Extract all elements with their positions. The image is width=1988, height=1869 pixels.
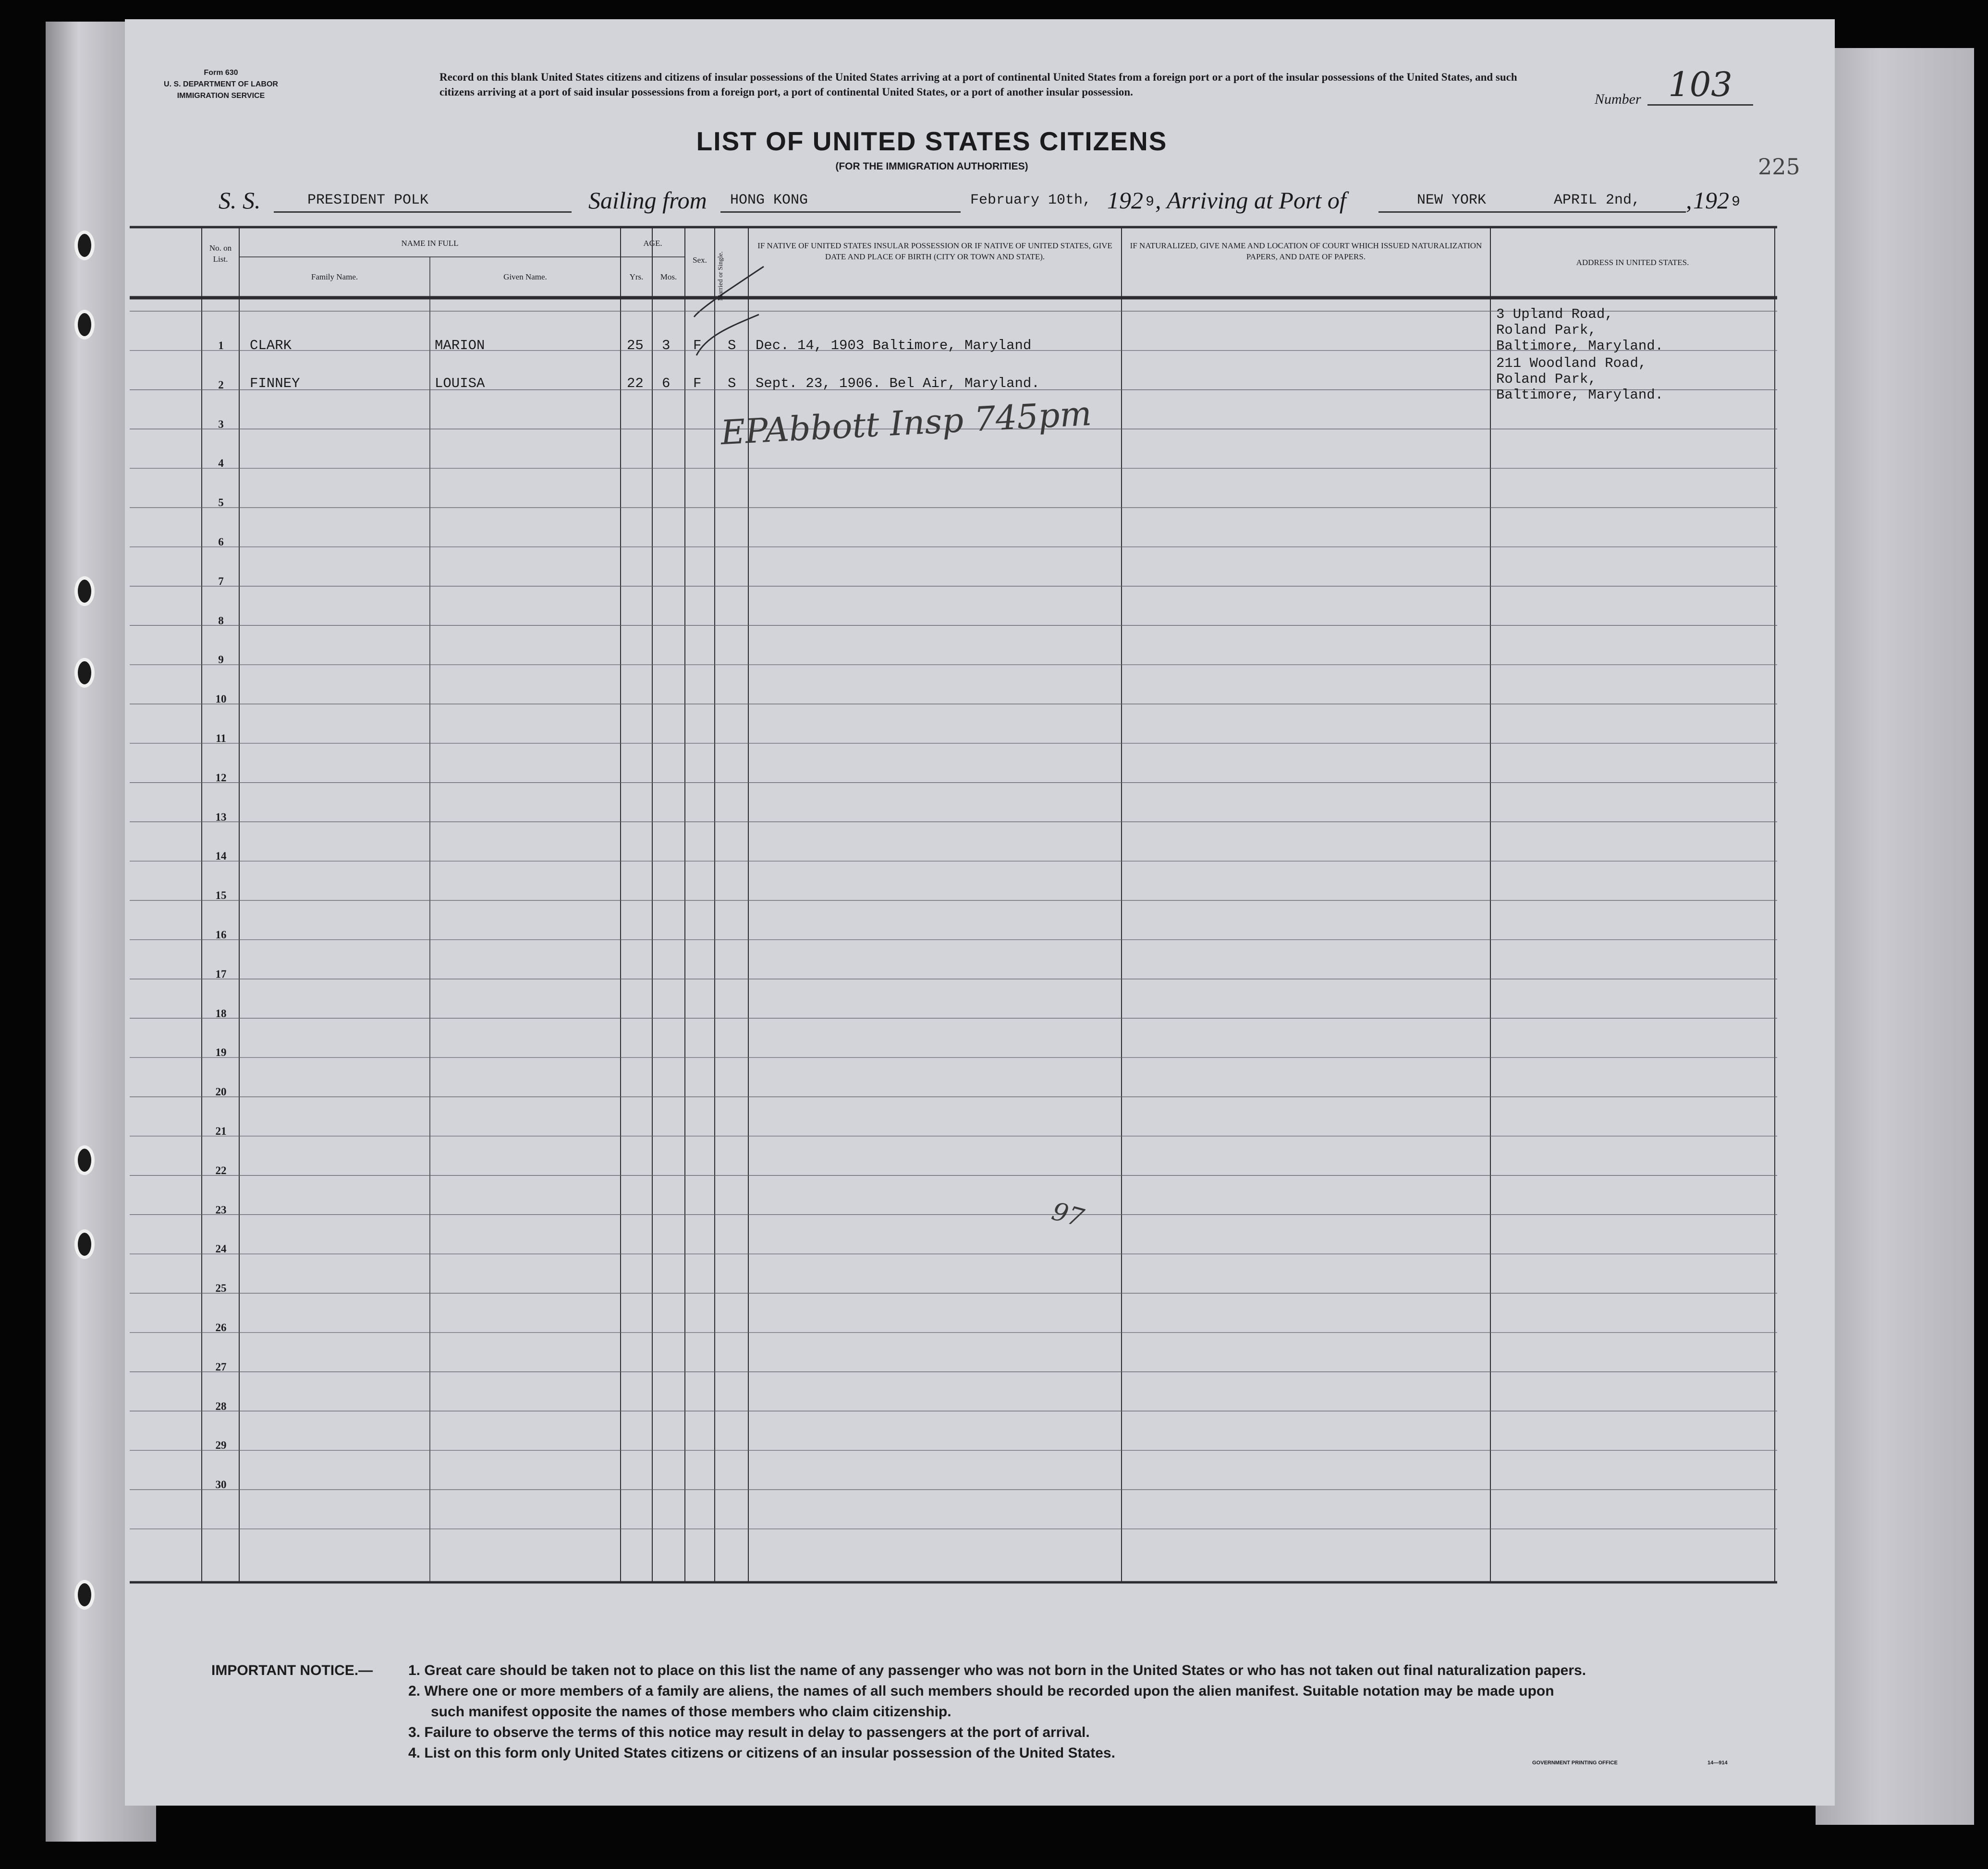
row-number: 23 <box>215 1203 227 1216</box>
address-line: Roland Park, <box>1496 322 1597 338</box>
row-number: 25 <box>215 1282 227 1295</box>
binding-hole <box>74 1229 95 1259</box>
passenger-2-family-name: FINNEY <box>250 376 300 391</box>
list-number: 103 <box>1647 65 1753 106</box>
page-subtitle: (FOR THE IMMIGRATION AUTHORITIES) <box>835 161 1028 172</box>
notice-item-3: 3. Failure to observe the terms of this notice may result in delay to passengers at the port of arrival. <box>408 1724 1090 1740</box>
address-line: 211 Woodland Road, <box>1496 355 1647 371</box>
row-number: 19 <box>215 1046 227 1059</box>
binding-hole <box>74 658 95 688</box>
row-number: 30 <box>215 1479 227 1491</box>
passenger-1-birth: Dec. 14, 1903 Baltimore, Maryland <box>756 338 1032 353</box>
address-line: Baltimore, Maryland. <box>1496 338 1664 354</box>
form-identifier <box>144 67 298 102</box>
arrival-port: NEW YORK <box>1378 186 1686 213</box>
col-header-family-name: Family Name. <box>311 272 358 281</box>
passenger-1-address <box>1496 306 1663 354</box>
col-header-naturalization: IF NATURALIZED, GIVE NAME AND LOCATION OF COURT WHICH ISSUED NATURALIZATION PAPERS, AND DATE OF PAPERS. <box>1130 241 1482 261</box>
sailing-year-digit: 9 <box>1146 194 1155 210</box>
row-number: 27 <box>215 1360 227 1373</box>
form-number: Form 630 <box>204 69 238 77</box>
col-header-given-name: Given Name. <box>503 272 547 281</box>
row-number: 1 <box>218 340 224 352</box>
row-number: 29 <box>215 1439 227 1452</box>
notice-item-2-continued: such manifest opposite the names of those members who claim citizenship. <box>431 1704 951 1720</box>
row-number: 12 <box>215 771 227 784</box>
row-number: 24 <box>215 1243 227 1255</box>
binding-hole <box>74 1145 95 1175</box>
form-instructions: Record on this blank United States citizens and citizens of insular possessions of the United States arriving at a port of continental United States from a foreign port or a port of the insular possessions of the United States, and such citizens arriving at a port of said insular possessions from a foreign port, a port of continental United States, or a port of another insular possession. <box>439 71 1517 98</box>
col-header-sex: Sex. <box>693 255 707 265</box>
passenger-1-given-name: MARION <box>435 338 485 353</box>
row-number: 16 <box>215 929 227 941</box>
binding-hole <box>74 576 95 606</box>
col-header-birth: IF NATIVE OF UNITED STATES INSULAR POSSESSION OR IF NATIVE OF UNITED STATES, GIVE DATE AND PLACE OF BIRTH (CITY OR TOWN AND STATE). <box>757 241 1112 261</box>
col-header-married-single: Married or Single. <box>717 251 724 301</box>
passenger-1-marital-status: S <box>728 338 736 353</box>
arrival-year-digit: 9 <box>1732 194 1741 210</box>
row-number: 26 <box>215 1322 227 1334</box>
address-line: Baltimore, Maryland. <box>1496 387 1664 403</box>
department-name: U. S. DEPARTMENT OF LABOR <box>164 80 278 88</box>
binding-hole <box>74 231 95 260</box>
sailing-date: February 10th, <box>970 192 1092 208</box>
page-title: LIST OF UNITED STATES CITIZENS <box>696 126 1168 156</box>
binding-hole <box>74 1580 95 1610</box>
row-number: 14 <box>215 850 227 862</box>
sailing-label: Sailing from <box>588 187 707 214</box>
row-number: 2 <box>218 378 224 391</box>
row-number: 22 <box>215 1164 227 1177</box>
passenger-2-address <box>1496 355 1663 403</box>
row-number: 28 <box>215 1400 227 1412</box>
ship-name: PRESIDENT POLK <box>274 186 572 213</box>
passenger-1-family-name: CLARK <box>250 338 292 353</box>
notice-item-1: 1. Great care should be taken not to place on this list the name of any passenger who was not born in the United States or who has not taken out final naturalization papers. <box>408 1663 1586 1678</box>
notice-item-4: 4. List on this form only United States citizens or citizens of an insular possession of the United States. <box>408 1745 1115 1761</box>
row-number: 18 <box>215 1007 227 1019</box>
passenger-1-months: 3 <box>662 338 671 353</box>
row-number: 17 <box>215 968 227 980</box>
row-number: 7 <box>218 575 224 587</box>
row-number: 4 <box>218 457 224 470</box>
passenger-2-years: 22 <box>627 376 644 391</box>
row-number: 20 <box>215 1086 227 1098</box>
row-number: 8 <box>218 614 224 627</box>
col-header-age: AGE. <box>643 239 662 248</box>
row-number: 3 <box>218 418 224 430</box>
col-header-address: ADDRESS IN UNITED STATES. <box>1576 258 1689 267</box>
col-header-months: Mos. <box>660 272 677 281</box>
binding-hole <box>74 310 95 340</box>
arrival-year-prefix: 192 <box>1693 187 1729 214</box>
row-number: 15 <box>215 889 227 902</box>
row-number: 5 <box>218 497 224 509</box>
form-print-code: 14—914 <box>1707 1760 1728 1766</box>
row-number: 9 <box>218 654 224 666</box>
page-stamp-number: 225 <box>1758 154 1800 180</box>
passenger-2-months: 6 <box>662 376 671 391</box>
row-number: 21 <box>215 1125 227 1137</box>
passenger-2-birth: Sept. 23, 1906. Bel Air, Maryland. <box>756 376 1040 391</box>
handwritten-page-mark: 97 <box>1049 1197 1087 1233</box>
arrival-date: APRIL 2nd, <box>1554 192 1641 208</box>
notice-item-2: 2. Where one or more members of a family are aliens, the names of all such members should be recorded upon the alien manifest. Suitable notation may be made upon <box>408 1683 1554 1699</box>
row-number: 6 <box>218 536 224 548</box>
inspector-signature: EPAbbott Insp 745pm <box>720 393 1093 453</box>
address-line: Roland Park, <box>1496 371 1597 387</box>
col-header-number: No. on List. <box>209 243 232 264</box>
sailing-year-prefix: 192 <box>1107 187 1143 214</box>
passenger-1-sex: F <box>693 338 702 353</box>
address-line: 3 Upland Road, <box>1496 306 1613 322</box>
arriving-label: , Arriving at Port of <box>1155 187 1346 214</box>
notice-heading: IMPORTANT NOTICE.— <box>211 1663 373 1678</box>
row-number: 13 <box>215 811 227 823</box>
passenger-2-given-name: LOUISA <box>435 376 485 391</box>
passenger-2-marital-status: S <box>728 376 736 391</box>
arrival-year-separator: , <box>1686 187 1692 214</box>
service-name: IMMIGRATION SERVICE <box>177 92 265 100</box>
printer-imprint: GOVERNMENT PRINTING OFFICE <box>1532 1760 1618 1766</box>
col-header-name-in-full: NAME IN FULL <box>401 239 459 248</box>
row-number: 10 <box>215 693 227 705</box>
back-page-edge <box>1816 48 1974 1825</box>
col-header-years: Yrs. <box>629 272 644 281</box>
ss-label: S. S. <box>219 187 261 214</box>
passenger-2-sex: F <box>693 376 702 391</box>
sailing-port: HONG KONG <box>720 186 961 213</box>
passenger-1-years: 25 <box>627 338 644 353</box>
number-label: Number <box>1595 91 1641 107</box>
row-number: 11 <box>216 732 226 744</box>
